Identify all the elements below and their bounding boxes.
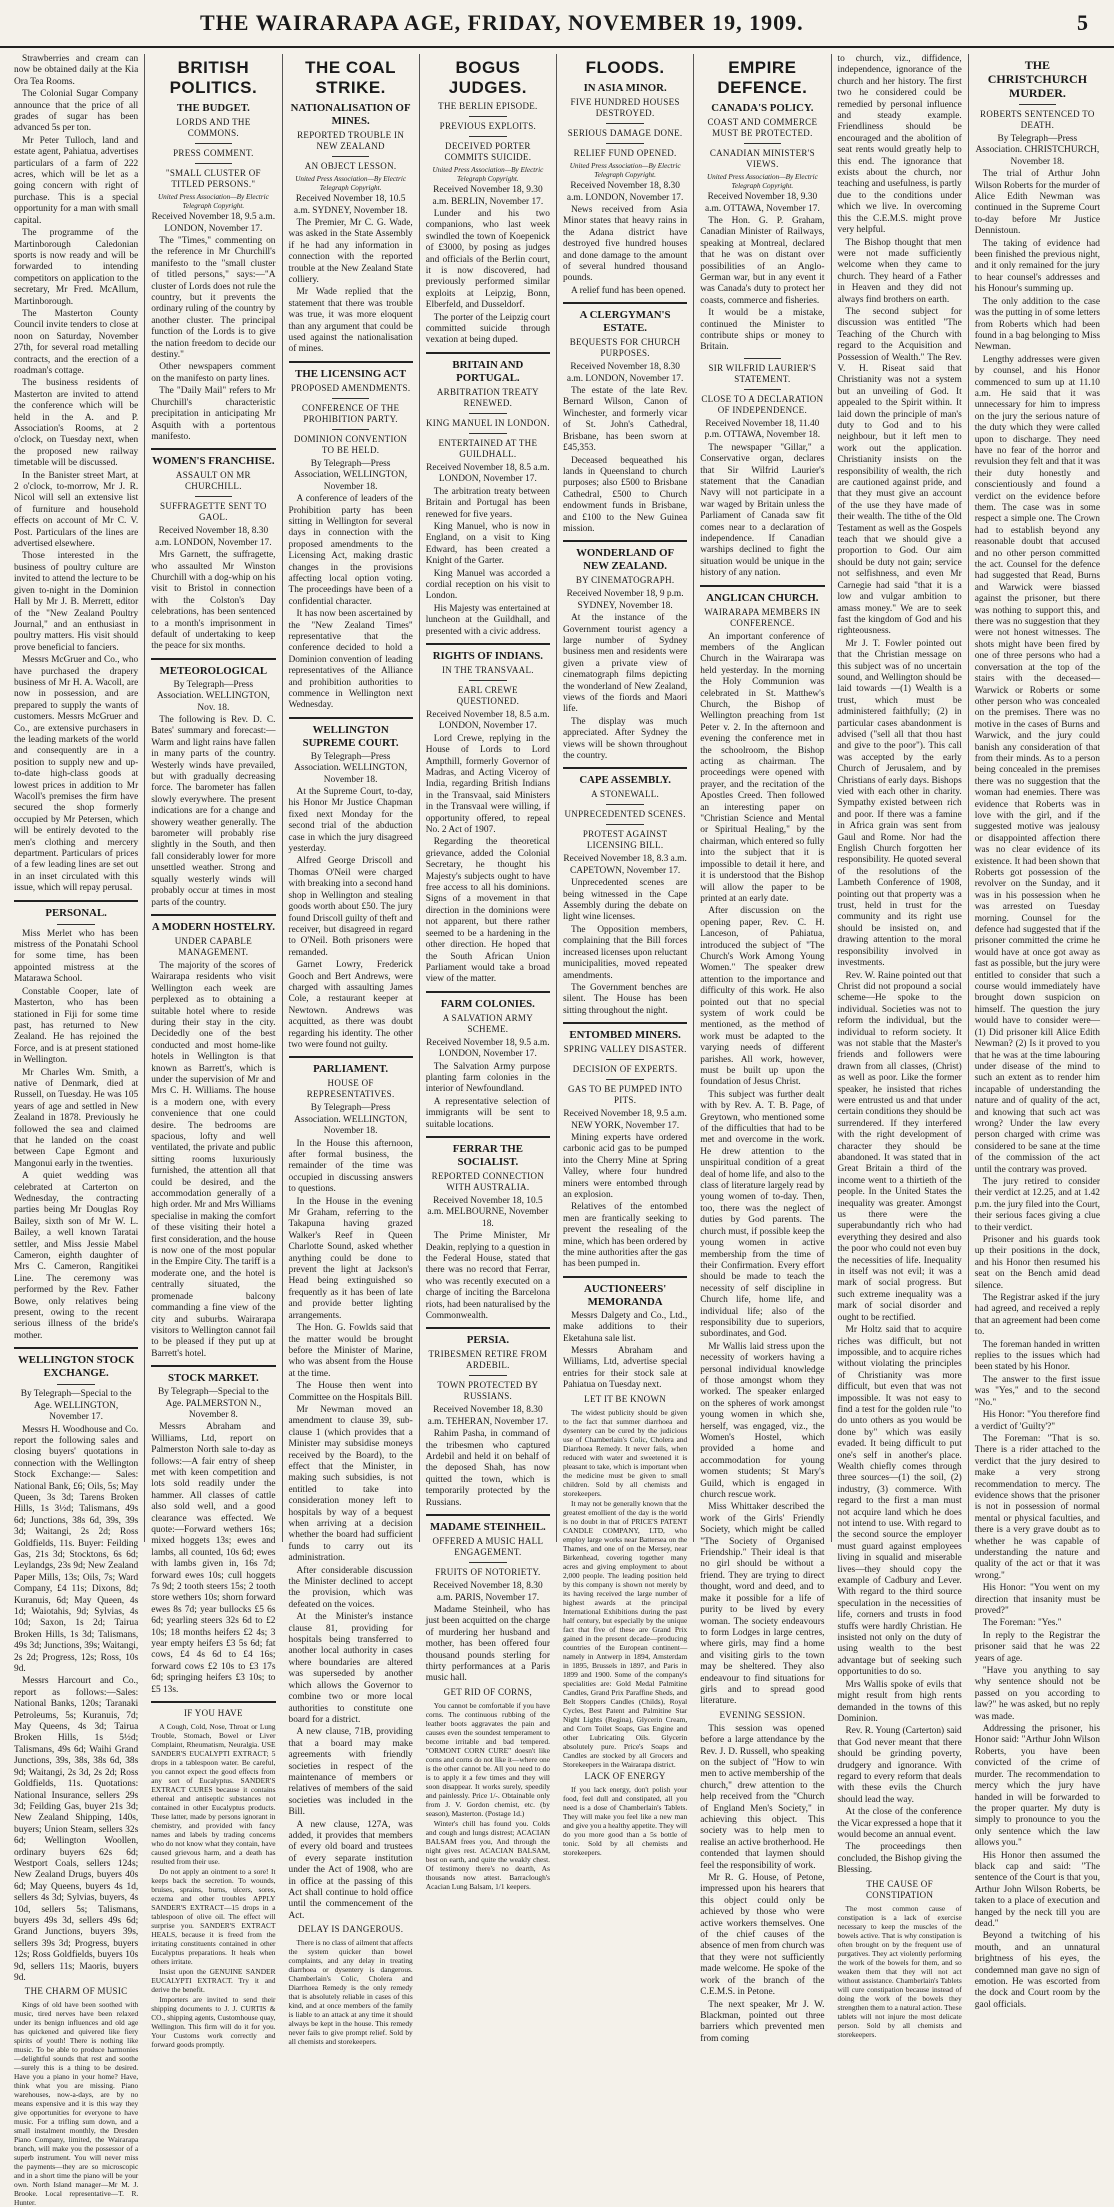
subhead: IN ASIA MINOR. [583, 82, 667, 94]
divider [606, 1079, 643, 1080]
subhead: FIVE HUNDRED HOUSES DESTROYED. [570, 97, 680, 118]
headline-stock-exchange: WELLINGTON STOCK EXCHANGE. [17, 1354, 135, 1380]
advertisement: Insist upon the GENUINE SANDER EUCALYPTI EXTRACT. Try it and derive the benefit. [151, 1967, 276, 1995]
divider [469, 1562, 506, 1563]
subhead: CONFERENCE OF THE PROHIBITION PARTY. [301, 402, 400, 424]
paragraph: Mining experts have ordered carbonic acid gas to be pumped into the Cherry Mine at Spring Valley, where four hundred miners were entombed through an explosion. [563, 1132, 688, 1200]
advertisement: Kings of old have been soothed with music, tired nerves have been relaxed under its benign influences and old age has quickened and quivered like fiery spirits of youth! There is nothing like music. To be able to produce harmonies—delightful sounds that rest and soothe—surely this is a thing to be desired. Have you a piano in your home? Have, think what you are missing. Piano warehouses, now-a-days, are by no means expensive and it is this way they give opportunities for everyone to have music. For a trifling sum down, and a small instalment monthly, the Dresden Piano Company, limited, the Wairarapa branch, will make you the possessor of a superb instrument. You will never miss the payments—they are so microscopic and in a short time the piano will be your own. North Island manager—Mr M. J. Brooke. Local representative—T. R. Hunter. [14, 2000, 139, 2207]
divider [469, 413, 506, 414]
paragraph: Messrs Abraham and Williams, Ltd, report on Palmerston North sale to-day as follows:—A fair entry of sheep met with keen competition and lots sold readily under the hammer. All classes of cattle also sold well, and a good clearance was effected. We quote:—Forward wethers 16s; mixed hoggets 13s; ewes and lambs, all counted, 10s 6d; ewes with lambs given in, 16s 7d; forward ewes 10s; cull hoggets 7s 9d; 2 tooth steers 15s; 2 tooth store wethers 10s; shorn forward ewes 8s 7d; year bullocks £5 6s 6d; yearling steers 32s 6d to £2 10s; 18 months heifers £2 4s; 3 year empty heifers £3 5s 6d; fat cows, £4 4s 6d to £4 16s; forward cows £2 10s to £3 17s 6d; springing heifers £3 10s; to £5 13s. [151, 1422, 276, 1695]
paragraph: The second subject for discussion was entitled "The Teaching of the Church with regard to the Acquisition and Possession of Wealth." The Rev. V. H. Riseat said that Christianity was not a system but an unveiling of God. It appealed to the Spirit within. It laid down the principle of man's duty to God and to his neighbour, but it left men to work out the application. Christianity insists on the responsibility of wealth, the rich are cautioned against pride, and that they must give an account of the use they have made of their wealth. The tithe of the Old Testament as well as the Gospels teach that we should give a proportion to God. Our aim should be duty not gain; service not selfishness, and even Mr Carnegie had said "that it is a low and vulgar ambition to amass money." We are to seek fast the kingdom of God and his righteousness. [837, 306, 962, 637]
subhead: PROTEST AGAINST LICENSING BILL. [582, 829, 668, 851]
paragraph: The Government benches are silent. The House has been sitting throughout the night. [563, 982, 688, 1016]
headline-christchurch-murder: THE CHRISTCHURCH MURDER. [987, 58, 1088, 100]
paragraph: The following is Rev. D. C. Bates' summary and forecast:—Warm and light rains have fallen in many parts of the country. Westerly winds have prevailed, but with gradually decreasing force. The barometer has fallen slowly everywhere. The present indications are for a change and showery weather generally. The barometer will probably rise slightly in the South, and then fall considerably lower for more unsettled weather. Strong and squally westerly winds will probably occur at times in most parts of the country. [151, 715, 276, 908]
paragraph: After considerable discussion the Minister declined to accept the provision, which was defeated on the voices. [288, 1565, 413, 1610]
divider [469, 1375, 506, 1376]
subhead: UNPRECEDENTED SCENES. [564, 809, 686, 820]
subhead: CLOSE TO A DECLARATION OF INDEPENDENCE. [701, 393, 824, 415]
headline-cape-assembly: CAPE ASSEMBLY. [579, 774, 671, 787]
paragraph: The Registrar asked if the jury had agreed, and received a reply that an agreement had been come to. [974, 1293, 1100, 1338]
paragraph: His Majesty was entertained at luncheon at the Guildhall, and presented with a civic address. [425, 603, 550, 637]
dateline: By Telegraph—Special to the Age. PALMERSTON N., November 8. [157, 1387, 269, 1420]
dateline: By Telegraph—Press Association. CHRISTCHURCH, November 18. [975, 134, 1100, 167]
advertisement: If you lack energy, don't polish your food, feel dull and constipated, all you need is a dose of Chamberlain's Tablets. They will make you feel like a new man and give you a healthy appetite. They will do you more good than a 5s bottle of tonic. Sold by all chemists and storekeepers. [563, 1784, 688, 1857]
subhead: PRESS COMMENT. [173, 148, 254, 158]
subhead: HOUSE OF REPRESENTATIVES. [306, 1078, 395, 1100]
paragraph: Mr R. G. House, of Petone, impressed upon his hearers that this object could only be achieved by those who were active workers themselves. One of the chief causes of the absence of men from church was that they were not sufficiently made welcome. He spoke of the work of the branch of the C.E.M.S. in Petone. [700, 1873, 825, 1998]
paragraph: The Hon. G. P. Graham, Canadian Minister of Railways, speaking at Montreal, declared that he was on distant over possibilities of an Anglo-German war, but in any event it was Canada's duty to protect her coasts, commerce and fisheries. [700, 216, 825, 306]
paragraph: The Hon. G. Fowlds said that the matter would be brought before the Minister of Marine, who was absent from the House at the time. [288, 1323, 413, 1379]
headline-licensing-act: THE LICENSING ACT [295, 367, 407, 380]
headline-british-politics: BRITISH POLITICS. [169, 58, 258, 97]
subhead: SIR WILFRID LAURIER'S STATEMENT. [708, 362, 817, 384]
page-number: 5 [1077, 10, 1088, 35]
subhead: OFFERED A MUSIC HALL ENGAGEMENT. [432, 1536, 544, 1558]
dateline: By Telegraph—Press Association. WELLINGTON, Nov. 18. [156, 679, 270, 713]
dateline: Received November 18, 10.5 a.m. MELBOURNE, November 18. [427, 1195, 549, 1229]
divider [606, 123, 643, 124]
advertisement: There is no class of ailment that affects the system quicker than bowel complaints, and any delay in treating diarrhoea or dysentery is dangerous. Chamberlain's Colic, Cholera and Diarrhoea Remedy is the only remedy that is absolutely reliable in cases of this kind, and at once members of the family is liable to an attack at any time it should always be kept in the house. This remedy never fails to give prompt relief. Sold by all chemists and storekeepers. [288, 1938, 413, 2047]
dateline: Received November 18, 10.5 a.m. SYDNEY, November 18. [293, 194, 408, 216]
article-columns [8, 54, 1106, 2207]
paragraph: Messrs Harcourt and Co., report as follows:—Sales: National Banks, 120s; Taranaki Petroleums, 5s; Kuranuis, 7d; May Queens, 4s 3d; Tairua Broken Hills, 1s 5½d; Talismans, 49s 6d; Waihi Grand Junctions, 39s, 38s, 38s 6d, 38s 9d; Waitangi, 2s 3d, 2s 2d; Ross Goldfields, 11s. Quotations: National Insurance, sellers 29s 3d; Feilding Gas, buyer 21s 3d; New Zealand Shipping, 140s, buyers; Union Steam, sellers 32s 6d; Wellington Woollen, ordinary buyers 62s 6d; Westport Coals, sellers 124s; New Zealand Drugs, buyers 40s 6d; May Queens, buyers 4s 1d, sellers 4s 3d; Sylvias, buyers, 4s 10d, sellers 5s; Talismans, buyers 49s 3d, sellers 49s 6d; Grand Junctions, buyers 39s, sellers 39s 3d; Progress, buyers 12s; Ross Goldfields, buyers 10s 9d, sellers 11s; Maoris, buyers 9d. [14, 1676, 139, 1983]
divider [426, 991, 550, 993]
divider [563, 767, 687, 769]
paragraph: Mr Charles Wm. Smith, a native of Denmark, died at Russell, on Tuesday. He was 105 years of age and settled in New Zealand in 1878. Previously he followed the sea and claimed that he landed on the coast between Cape Egmont and Mangonui early in the twenties. [14, 1067, 139, 1169]
paragraph: This session was opened before a large attendance by the Rev. J. D. Russell, who speaking on the subject of "How to win men to active membership of the church," drew attention to the help received from the "Church of England Men's Society," in achieving this object. This society was to help men to realise an active brotherhood. He contended that laymen should feel the responsibility of work. [700, 1723, 825, 1871]
paragraph: King Manuel was accorded a cordial reception on his visit to London. [425, 568, 550, 602]
paragraph: The answer to the first issue was "Yes," and to the second "No." [974, 1374, 1100, 1408]
paragraph: Miss Whittaker described the work of the Girls' Friendly Society, which might be called "The Society of Organised Friendship." Their ideal is that no girl should be without a friend. They are trying to direct thought, word and deed, and to make it possible for a life of purity to be lived by every woman. The society endeavours to form Lodges in large centres, where girls, may find a home and visiting girls to the town may be sheltered. They also endeavour to find situations for girls and to spread good literature. [700, 1502, 825, 1707]
dateline: Received November 18, 8.30 a.m. TEHERAN, November 17. [427, 1405, 549, 1427]
subhead: PREVIOUS EXPLOITS. [439, 121, 537, 131]
paragraph: Mrs Wallis spoke of evils that might result from high rents demanded in the towns of this Dominion. [837, 1679, 962, 1724]
dateline: Received November 18, 9 p.m. SYDNEY, November 18. [566, 589, 684, 611]
divider [14, 900, 138, 902]
paragraph: Messrs H. Woodhouse and Co. report the following sales and closing buyers' quotations in connection with the Wellington Stock Exchange:— Sales: National Bank, £6; Oils, 5s; May Queen, 3s 3d; Tarens Broken Hills, 1s 3½d; Talismans, 49s 6d; Junctions, 38s 6d, 39s, 39s 3d; Waitangi, 2s 2d; Ross Goldfields, 11s. Buyer: Feilding Gas, 21s 3d; Stocktons, 6s 6d; Leylandgs, 23s 9d; New Zealand Paper Mills, 13s; Oils, 7s; Ward Company, £4 11s; Dixons, 8d; Kuranuis, 6d; May Queen, 4s 1d; Waiotahis, 9d; Sylvias, 4s 10d; Saxon, 1s 2d; Tairua Broken Hills, 1s 3d; Talismans, 49s 3d; Junctions, 39s; Waitangi, 2s 2d; Progress, 12s; Ross, 10s 9d. [14, 1424, 139, 1675]
headline-personal: PERSONAL. [45, 906, 107, 919]
divider [151, 658, 275, 660]
paragraph: Mr Peter Tulloch, land and estate agent, Pahiatua, advertises particulars of a farm of 222 acres, which will be let as a going concern with right of purchase. This is a special opportunity for a man with small capital. [14, 135, 139, 226]
paragraph: "Have you anything to say why sentence should not be passed on you according to law?" he was asked, but no reply was made. [974, 1666, 1100, 1722]
subhead: THE BERLIN EPISODE. [438, 101, 538, 111]
divider [289, 1056, 413, 1058]
paragraph: The proceedings then concluded, the Bishop giving the Blessing. [837, 1842, 962, 1876]
newspaper-title: THE WAIRARAPA AGE, FRIDAY, NOVEMBER 19, 1909. [200, 10, 804, 35]
subhead: FRUITS OF NOTORIETY. [435, 1567, 541, 1578]
paragraph: The Prime Minister, Mr Deakin, replying to a question in the Federal House, stated that there was no record that Ferrar, who was recently executed on a charge of inciting the Barcelona riots, had been naturalised by the Commonwealth. [425, 1231, 550, 1322]
divider [700, 585, 824, 587]
dateline: Received November 18, 9.5 a.m. LONDON, November 17. [426, 1037, 550, 1060]
column-5 [557, 54, 694, 1857]
divider [426, 643, 550, 645]
divider [744, 143, 781, 144]
paragraph: Lengthy addresses were given by counsel, and his Honor commenced to sum up at 11.10 a.m. He said that it was unnecessary for him to impress on the jury the serious nature of the duty which they were called upon to discharge. They need have no fear of the horror and revulsion they felt and that it was their duty honestly and conscientiously and found a verdict on the evidence before them. The case was in some respect a simple one. The Crown had to establish beyond any reasonable doubt that accused and no other person committed the act. Counsel for the defence had suggested that Read, Burns and Warwick were biassed against the prisoner, but there was nothing to support this, and there was no suggestion that they were not honest witnesses. The shots might have been fired by one of three persons who had a conversation at the top of the stairs with the deceased—Warwick or Roberts or some other person who was concealed on the premises. There was no motive in the cases of Burns and Warwick, and the jury could banish any consideration of that from their minds. As to a person being concealed in the premises there was no suggestion that the woman had enemies. There was evidence that Roberts was in love with the girl, and if the suggested motive was jealousy or disappointed affection there was no clear evidence of its existence. It had been shown that Roberts got possession of the revolver on the Sunday, and it was in his possession when he was arrested on Tuesday morning. Counsel for the defence had suggested that if the prisoner committed the crime he would have at once got away as fast as possible, but the jury were entitled to consider that such a course would immediately have brought down suspicion on himself. The question the jury would have to consider were— (1) Did prisoner kill Alice Edith Newman? (2) Is it proved to you that he was at the time labouring under disease of the mind to such an extent as to render him incapable of understanding the nature and of quality of the act, and knowing that such act was wrong? Under the law every person charged with crime was considered to be sane at the time of the commission of the act until the contrary was proved. [974, 354, 1100, 1175]
paragraph: A representative selection of immigrants will be sent to suitable locations. [425, 1096, 550, 1130]
paragraph: The Premier, Mr C. G. Wade, was asked in the State Assembly if he had any information in connection with the reported trouble at the New Zealand State colliery. [288, 218, 413, 286]
headline-auctioneers: AUCTIONEERS' MEMORANDA [584, 1282, 667, 1308]
headline-modern-hostelry: A MODERN HOSTELRY. [151, 920, 275, 933]
paragraph: A new clause, 71B, providing that a board may make agreements with friendly societies in respect of the maintenance of members or relatives of members of the said societies was included in the Bill. [288, 1727, 413, 1818]
paragraph: A conference of leaders of the Prohibition party has been sitting in Wellington for several days in connection with the proposed amendments to the Licensing Act, making drastic changes in the provisions affecting local option voting. The proceedings have been of a confidential character. [288, 494, 413, 607]
paragraph: The Salvation Army purpose planting farm colonies in the interior of Newfoundland. [425, 1061, 550, 1095]
paragraph: Mr Wade replied that the statement that there was trouble was true, it was more eloquent than any argument that could be used against the nationalisation of mines. [288, 287, 413, 355]
paragraph: Miss Merlet who has been mistress of the Ponatahi School for some time, has been appointed mistress at the Matarawa School. [14, 928, 139, 985]
paragraph: At the close of the conference the Vicar expressed a hope that it would become an annual event. [837, 1807, 962, 1840]
advertisement: Importers are invited to send their shipping documents to J. J. CURTIS & CO., shipping agents, Customhouse quay, Wellington. This firm will do it for you. Your Customs work correctly and forward goods promptly. [151, 1995, 276, 2050]
dateline: Received November 18, 8.30 a.m. LONDON, November 17. [566, 362, 684, 384]
paragraph: The display was much appreciated. After Sydney the views will be shown throughout the country. [563, 716, 688, 762]
paragraph: At the Supreme Court, to-day, his Honor Mr Justice Chapman fixed next Monday for the second trial of the abduction case in which the jury disagreed yesterday. [288, 787, 413, 855]
subhead: TOWN PROTECTED BY RUSSIANS. [437, 1380, 539, 1402]
divider [14, 1347, 138, 1349]
divider [151, 1701, 275, 1703]
subhead: IN THE TRANSVAAL. [441, 664, 534, 675]
dateline: Received November 18, 11.40 p.m. OTTAWA, November 18. [704, 418, 821, 441]
column-2 [145, 54, 282, 2050]
divider [57, 924, 94, 925]
paragraph: Mrs Garnett, the suffragette, who assaulted Mr Winston Churchill with a dog-whip on his visit to Bristol in connection with the Colston's Day celebrations, has been sentenced to a month's imprisonment in default of undertaking to keep the peace for six months. [151, 550, 276, 652]
subhead: ASSAULT ON MR CHURCHILL. [175, 470, 251, 492]
paragraph: Garnet Lowry, Frederick Gooch and Bert Andrews, were charged with assaulting James Cole, a restaurant keeper at Newtown. Andrews was acquitted, as there was doubt regarding his identity. The other two were found not guilty. [288, 960, 413, 1050]
subhead: REPORTED TROUBLE IN NEW ZEALAND [297, 130, 405, 151]
subhead-evening-session: EVENING SESSION. [719, 1709, 806, 1720]
headline-constipation: THE CAUSE OF CONSTIPATION [865, 1878, 934, 1900]
paragraph: In the House this afternoon, after formal business, the remainder of the time was occupied in discussing answers to questions. [288, 1138, 413, 1195]
divider [744, 389, 781, 390]
divider [606, 824, 643, 825]
dateline: Received November 18, 8.3 a.m. CAPETOWN, November 17. [563, 854, 687, 876]
divider [606, 143, 643, 144]
headline-britain-portugal: BRITAIN AND PORTUGAL. [452, 358, 524, 384]
dateline: Received November 18, 8.30 a.m. LONDON, November 17. [566, 181, 684, 203]
paragraph: The Colonial Sugar Company announce that the price of all grades of sugar has been advanced 5s per ton. [14, 89, 139, 134]
paragraph: His Honor: "You therefore find a verdict of 'Guilty'?" [974, 1410, 1100, 1432]
paragraph: The estate of the late Rev. Bernard Wilson, Canon of Winchester, and formerly vicar of St. John's Cathedral, Brisbane, has been sworn at £45,353. [563, 386, 688, 454]
dateline: Received November 18, 9.5 a.m. NEW YORK, November 17. [563, 1109, 687, 1131]
subhead: UNDER CAPABLE MANAGEMENT. [174, 935, 253, 957]
paragraph: Strawberries and cream can now be obtained daily at the Kia Ora Tea Rooms. [14, 54, 139, 87]
subhead: A SALVATION ARMY SCHEME. [442, 1012, 534, 1034]
dateline: By Telegraph—Press Association, WELLINGTON, November 18. [294, 458, 408, 492]
paragraph: The Opposition members, complaining that the Bill forces increased licenses upon reluctant municipalities, moved repeated amendments. [563, 924, 688, 981]
subhead: NATIONALISATION OF MINES. [290, 102, 411, 127]
divider [606, 1059, 643, 1060]
divider [744, 358, 781, 359]
paragraph: The Foreman: "That is so. There is a rider attached to the verdict that the jury desired to make a very strong recommendation to mercy. The evidence shows that the prisoner is not in possession of normal mental or physical faculties, and there is a very grave doubt as to whether he was capable of understanding the nature and quality of the act or that it was wrong." [974, 1433, 1100, 1581]
divider [151, 1365, 275, 1367]
subhead: SPRING VALLEY DISASTER. [563, 1044, 687, 1055]
subhead: DOMINION CONVENTION TO BE HELD. [293, 433, 408, 455]
headline-womens-franchise: WOMEN'S FRANCHISE. [152, 455, 275, 468]
advertisement: You cannot be comfortable if you have corns. The continuous rubbing of the leather boots aggravates the pain and causes even the soundest temperament to become irritable and bad tempered. "ORMONT CORN CURE" doesn't like corns and corns do not like it—where one is the other cannot be. All you need to do is to apply it a few times and they will soon disappear. It works surely, speedily and painlessly. Price 1/-. Obtainable only from J. V. Gordon chemist, etc. (by season), Masterton. (Postage 1d.) [425, 1700, 550, 1818]
headline-coal-strike: THE COAL STRIKE. [305, 58, 397, 97]
dateline: Received November 18, 8.5 a.m. LONDON, November 17. [426, 709, 550, 732]
subhead-budget: THE BUDGET. [176, 102, 250, 114]
dateline: By Telegraph—Special to the Age. WELLINGTON, November 17. [20, 1389, 132, 1423]
divider [195, 163, 232, 164]
paragraph: In reply to the Registrar the prisoner said that he was 22 years of age. [974, 1630, 1100, 1664]
paragraph: The Masterton County Council invite tenders to close at noon on Saturday, November 27th, for several road metalling contracts, and the erection of a roadman's cottage. [14, 308, 139, 376]
headline-madame-steinheil: MADAME STEINHEIL. [429, 1521, 546, 1534]
paragraph: News received from Asia Minor states that heavy rains in the Adana district have destroyed five hundred houses and done damage to the amount of several hundred thousand pounds. [563, 205, 688, 284]
wire-credit: United Press Association—By Electric Telegraph Copyright. [569, 162, 681, 179]
paragraph: Mr Wallis laid stress upon the necessity of workers having a personal individual knowledge of those amongst whom they worked. The speaker enlarged on the spheres of work amongst young women in which she, herself, was engaged, viz., the Women's Hostel, which provided a home and accommodation for young women students; St Mary's Guild, which is engaged in church rescue work. [700, 1341, 825, 1501]
paragraph: Beyond a twitching of his mouth, and an unnatural brightness of his eyes, the condemned man gave no sign of emotion. He was escorted from the dock and Court room by the gaol officials. [974, 1931, 1100, 2010]
paragraph: Mr Newman moved an amendment to clause 39, sub-clause 1 (which provides that a Minister may subsidise moneys received by the Board), to the effect that the Minister, in making such subsidies, is not entitled to take into consideration money left to hospitals by way of a bequest when arriving at a decision whether the board had sufficient funds to carry out its administration. [288, 1404, 413, 1564]
paragraph: This subject was further dealt with by Rev. A. T. B. Page, of Greytown, who mentioned some of the difficulties that had to be met and overcome in the work. He drew attention to the unspiritual condition of a great deal of home life, and also to the class of literature largely read by young women of to-day. Then, too, there was the neglect of duties by God parents. The church must, if possible keep the young women in active membership from the time of their Confirmation. Every effort should be made to teach the necessity of self discipline in Church life, home life, and individual life; also of the responsibility due to superiors, subordinates, and God. [700, 1089, 825, 1340]
advertisement: The widest publicity should be given to the fact that summer diarrhoea and dysentery can be cured by the judicious use of Chamberlain's Colic, Cholera and Diarrhoea Remedy. It never fails, when reduced with water and sweetened it is pleasant to take, which is important when the medicine must be given to small children. Sold by all chemists and storekeepers. [563, 1407, 688, 1498]
paragraph: In the House in the evening Mr Graham, referring to the Takapuna having grazed Walker's Reef in Queen Charlotte Sound, asked whether anything could be done to prevent the light at Jackson's Head being extinguished so frequently as it has been of late and provide better lighting arrangements. [288, 1196, 413, 1321]
subhead: DECEIVED PORTER COMMITS SUICIDE. [444, 141, 532, 162]
divider [563, 1276, 687, 1278]
wire-credit: United Press Association—By Electric Telegraph Copyright. [295, 175, 407, 192]
advertisement: It may not be generally known that the greatest emollient of the day is the world is no doubt in that of PRICE'S PATENT CANDLE COMPANY, LTD, who employ large works near Battersea on the Thames, and one of on the Mersey, near Birkenhead, covering together many acres and giving employment to about 2,000 people. The leading position held by this company is shown not merely by its having received the large number of highest awards at the principal International Exhibitions during the past half century, but especially by the unique fact that five of these are Grand Prix gained in the present decade—producing countries of the European continent—namely in Antwerp in 1894, Amsterdam in 1895, Brussels in 1897, and Paris in 1899 and 1900. Some of the company's specialities are: Gold Medal Palmitine Candles, Grand Prix Paraffine Sheds, and Belt Stoppers Candles (Childs), Royal Cycles, Best Patent and Palmitine Star Night Lights (Regina), Glycerin Cream, and Corn Toilet Soaps, Gas Engine and other Lubricating Oils. Glycerin absolutely pure. Price's Soaps and Candles are stocked by all Grocers and Storekeepers in the Wairarapa district. [563, 1498, 688, 1769]
subhead: CANADIAN MINISTER'S VIEWS. [709, 148, 815, 169]
subhead: PROPOSED AMENDMENTS. [290, 382, 411, 393]
divider [57, 1384, 94, 1385]
column-4 [420, 54, 557, 1891]
paragraph: The majority of the scores of Wairarapa residents who visit Wellington each week are perplexed as to obtaining a suitable hotel where to reside during their stay in the city. Decidedly one of the best conducted and most home-like hotels in Wellington is that known as Barrett's, which is under the supervision of Mr and Mrs C. H. Williams. The house is a modern one, with every convenience that one could desire. The bedrooms are spacious, lofty and well ventilated, the private and public sitting rooms luxuriously furnished, the attention all that could be desired, and the accommodation generally of a high order. Mr and Mrs Williams specialise in making the comfort of these visiting their hotel a first consideration, and the house is now one of the most popular in the Empire City. The tariff is a moderate one, and the hotel is centrally situated, the promenade balcony commanding a fine view of the city and suburbs. Wairarapa visitors to Wellington cannot fail to be pleased if they put up at Barrett's hotel. [151, 960, 276, 1359]
subhead: KING MANUEL IN LONDON. [426, 417, 550, 428]
headline-parliament: PARLIAMENT. [313, 1063, 389, 1076]
paragraph: The business residents of Masterton are invited to attend the conference which will be held in the A. and P. Association's Rooms, at 2 o'clock, on Tuesday next, when the proposed new railway timetable will be discussed. [14, 378, 139, 469]
paragraph: After discussion on the opening paper, Rev. C. H. Lanceson, of Pahiatua, introduced the subject of "The Church's Work Among Young Women." The speaker drew attention to the importance and difficulty of this work. He also pointed out that no special system of work could be mentioned, as the method of work must be adapted to the varying needs of different parishes. All work, however, must be built up upon the foundation of Jesus Christ. [700, 906, 825, 1088]
column-6 [694, 54, 831, 2044]
subhead: EARL CREWE QUESTIONED. [456, 684, 520, 706]
paragraph: A new clause, 127A, was added, it provides that members of every old board and trustees of every separate institution under the Act of 1908, who are in office at the passing of this Act shall continue to hold office until the commencement of the Act. [288, 1819, 413, 1921]
paragraph: Madame Steinheil, who has just been acquitted on the charge of murdering her husband and mother, has been offered four thousand pounds sterling for thirty performances at a Paris music hall. [425, 1604, 550, 1684]
paragraph: His Honor: "You went on my direction that insanity must be proved?" [974, 1583, 1100, 1616]
paragraph: The programme of the Martinborough Caledonian sports is now ready and will be forwarded to intending competitors on application to the secretary, Mr Fred. McAllum, Martinborough. [14, 228, 139, 307]
headline-delay-dangerous: DELAY IS DANGEROUS. [297, 1924, 404, 1935]
subhead: SERIOUS DAMAGE DONE. [567, 128, 683, 138]
paragraph: Messrs Dalgety and Co., Ltd., make additions to their Eketahuna sale list. [563, 1310, 688, 1344]
dateline: Received November 18, 9.30 a.m. OTTAWA, November 17. [704, 192, 820, 214]
paragraph: Alfred George Driscoll and Thomas O'Neil were charged with breaking into a second hand shop in Wellington and stealing goods worth about £50. The jury found Driscoll guilty of theft and receiver, but disagreed in regard to O'Neil. Both prisoners were remanded. [288, 856, 413, 958]
paragraph: Lord Crewe, replying in the House of Lords to Lord Ampthill, formerly Governor of Madras, and Acting Viceroy of India, regarding British Indians in the Transvaal, said Ministers in the Transvaal were willing, if opportunity offered, to repeal No. 2 Act of 1907. [425, 733, 550, 836]
headline-clergymans-estate: A CLERGYMAN'S ESTATE. [579, 309, 671, 335]
headline-corns: GET RID OF CORNS, [443, 1686, 533, 1697]
subhead: BY CINEMATOGRAPH. [575, 575, 675, 586]
subhead: WAIRARAPA MEMBERS IN CONFERENCE. [704, 606, 821, 628]
paragraph: The Foreman: "Yes." [982, 1618, 1062, 1629]
divider [426, 1136, 550, 1138]
paragraph: Constable Cooper, late of Masterton, who has been stationed in Fiji for some time past, has returned to New Zealand. He has rejoined the Force, and is at present stationed in Wellington. [14, 986, 139, 1066]
headline-floods: FLOODS. [585, 58, 665, 77]
divider [289, 361, 413, 363]
headline-stock-market: STOCK MARKET. [167, 1372, 259, 1385]
paragraph: It has now been ascertained by the "New Zealand Times" representative that the conference decided to hold a Dominion convention of leading representatives of the Alliance and prohibition authorities to commence in Wellington next Wednesday. [288, 609, 413, 711]
paragraph: The porter of the Leipzig court committed suicide through vexation at being duped. [425, 312, 550, 346]
paragraph: In the Banister street Mart, at 2 o'clock, to-morrow, Mr J. R. Nicol will sell an extensive list of furniture and household effects on account of Mr C. V. Post. Particulars of the lines are advertised elsewhere. [14, 470, 139, 550]
divider [332, 398, 369, 399]
subhead: "SMALL CLUSTER OF TITLED PERSONS." [165, 168, 261, 189]
column-3 [283, 54, 420, 2047]
dateline: Received November 18, 8.30 a.m. PARIS, November 17. [433, 1581, 543, 1603]
wire-credit: United Press Association—By Electric Telegraph Copyright. [157, 193, 269, 210]
divider [426, 1327, 550, 1329]
headline-rights-of-indians: RIGHTS OF INDIANS. [432, 649, 544, 662]
paragraph: Lunder and his two companions, who last week swindled the town of Koepenick of £3000, by posing as judges and officials of the Berlin court, it is now discovered, had previously performed similar exploits at Leipzig, Bonn, Elberfeld, and Dusseldorf. [425, 209, 550, 311]
paragraph: His Honor then assumed the black cap and said: "The sentence of the Court is that you, Arthur John Wilson Roberts, be taken to a place of execution and hanged by the neck till you are dead." [974, 1850, 1100, 1929]
dateline: Received November 18, 8.30 a.m. LONDON, November 17. [155, 526, 272, 548]
paragraph: A relief fund has been opened. [571, 285, 686, 296]
subhead: SUFFRAGETTE SENT TO GAOL. [160, 501, 267, 523]
paragraph: Mr J. T. Fowler pointed out that the Christian message on this subject was of no uncertain sound, and Wellington should be laid towards —(1) Wealth is a trust, which must be administered faithfully; (2) in particular cases abandonment is advised ("sell all that thou hast and give to the poor"). This call was accepted by the early Church of Jerusalem, and by Christians of early days. Bishops vied with each other in charity. Sympathy existed between rich and poor. If there was a famine in Africa grain was sent from Gaul and Rome. Nor had the English Church forgotten her responsibility. He quoted several of the resolutions of the Lambeth Conference of 1908, pointing out that property was a trust, held in trust for the community and its right use should be insisted on, and drawing attention to the moral responsibility involved in investments. [837, 638, 962, 969]
headline-wonderland: WONDERLAND OF NEW ZEALAND. [576, 547, 675, 573]
headline-bogus-judges: BOGUS JUDGES. [448, 58, 527, 97]
column-7 [832, 54, 969, 2039]
divider [563, 302, 687, 304]
masthead [0, 0, 1114, 48]
paragraph: An important conference of members of the Anglican Church in the Wairarapa was held yesterday. In the morning the Holy Communion was celebrated in St. Matthew's Church, the Bishop of Wellington preaching from 1st Peter v. 2. In the afternoon and evening the conference met in the schoolroom, the Bishop acting as chairman. The proceedings were opened with prayer, and the recitation of the Apostles Creed. Then followed an interesting paper on "Christian Science and Mental or Spiritual Healing," by the chairman, which entered so fully into the subject that it is impossible to detail it here, and it is understood that the Bishop will allow the paper to be printed at an early date. [700, 631, 825, 904]
dateline: By Telegraph—Press Association. WELLINGTON, November 18. [294, 751, 408, 785]
divider [469, 680, 506, 681]
headline-persia: PERSIA. [466, 1334, 510, 1347]
dateline: Received November 18, 9.30 a.m. BERLIN, November 17. [432, 185, 544, 207]
divider [1019, 104, 1057, 105]
subhead: ARBITRATION TREATY RENEWED. [436, 386, 539, 408]
paragraph: The "Times," commenting on the reference in Mr Churchill's manifesto to the "small cluster of titled persons," says:—"A cluster of Lords does not rule the country, but it prevents the ordinary ruling of the country by another cluster. The principal function of the Lords is to give the nation freedom to decide our destiny." [151, 236, 276, 361]
column-8 [969, 54, 1106, 2010]
headline-meteorological: METEOROLOGICAL [159, 664, 268, 677]
subhead: A STONEWALL. [591, 789, 660, 800]
headline-entombed-miners: ENTOMBED MINERS. [569, 1029, 681, 1042]
subhead: TRIBESMEN RETIRE FROM ARDEBIL. [428, 1349, 548, 1371]
divider [426, 1514, 550, 1516]
dateline: Received November 18, 8.5 a.m. LONDON, November 17. [426, 462, 550, 485]
dateline: Received November 18, 9.5 a.m. LONDON, November 17. [151, 212, 276, 234]
paragraph: The only addition to the case was the putting in of some letters from Roberts which had been found in a bag belonging to Miss Newman. [974, 296, 1100, 353]
paragraph: The newspaper "Gillar," a Conservative organ, declares that Sir Wilfrid Laurier's statement that the Canadian Navy will not participate in a war waged by Britain unless the Parliament of Canada saw fit comes near to a declaration of independence. If Canadian warships declined to fight the situation would be unique in the history of any nation. [700, 442, 825, 579]
headline-farm-colonies: FARM COLONIES. [440, 997, 535, 1010]
paragraph: It would be a mistake, continued the Minister to contribute ships or money to Britain. [700, 308, 825, 353]
divider [332, 156, 369, 157]
headline-ferrar: FERRAR THE SOCIALIST. [452, 1142, 524, 1168]
advertisement: Winter's chill has found you. Colds and cough and lungs distrest; ACACIAN BALSAM frees you, And through the night gives rest. ACACIAN BALSAM, best on earth, and quite the weakly chest. Of testimony there's no dearth, As thousands now attest. Barraclough's Acacian Lung Balsam, 1/1 keepers. [425, 1818, 550, 1891]
paragraph: King Manuel, who is now in England, on a visit to King Edward, has been created a Knight of the Garter. [425, 521, 550, 567]
divider [469, 433, 506, 434]
paragraph: Addressing the prisoner, his Honor said: "Arthur John Wilson Roberts, you have been convicted of the crime of murder. The recommendation to mercy which the jury have handed in will be forwarded to the proper quarter. My duty is simply to pronounce to you the only sentence which the law allows you." [974, 1724, 1100, 1849]
subhead: CANADA'S POLICY. [711, 102, 814, 114]
headline-empire-defence: EMPIRE DEFENCE. [717, 58, 808, 97]
divider [151, 448, 275, 450]
paragraph: The "Daily Mail" refers to Mr Churchill's characteristic precipitation in anticipating Mr Asquith with a portentous manifesto. [151, 386, 276, 442]
divider [289, 717, 413, 719]
paragraph: The House then went into Committee on the Hospitals Bill. [288, 1381, 413, 1403]
dateline: By Telegraph—Press Association. WELLINGTON, November 18. [294, 1103, 408, 1137]
paragraph: At the instance of the Government tourist agency a large number of Sydney business men and residents were given a private view of cinematograph films depicting the wonderland of New Zealand, views of the fiords and Maori life. [563, 613, 688, 715]
headline-supreme-court: WELLINGTON SUPREME COURT. [302, 723, 399, 749]
paragraph: A quiet wedding was celebrated at Carterton on Wednesday, the contracting parties being Mr Douglas Roy Bailey, sixth son of Mr W. L. Bailey, a well known Taratai settler, and Miss Jessie Mabel Cameron, eighth daughter of Mrs C. Cameron, Rangitikei Line. The ceremony was performed by the Rev. Father Bowe, only relatives being present, owing to the recent serious illness of the bride's mother. [14, 1171, 139, 1341]
divider [426, 352, 550, 354]
advertisement: Do not apply an ointment to a sore! It keeps back the secretion. To wounds, bruises, sprains, burns, ulcers, sores, eczema and other troubles APPLY SANDER'S EXTRACT—15 drops in a tablespoon of olive oil. The effect will surprise you. SANDER'S EXTRACT HEALS, because it is freed from the irritating constituents contained in other Eucalyptus preparations. It heals when others irritate. [151, 1867, 276, 1967]
subhead: BEQUESTS FOR CHURCH PURPOSES. [569, 337, 681, 359]
divider [469, 116, 506, 117]
subhead: COAST AND COMMERCE MUST BE PROTECTED. [707, 117, 818, 138]
headline-if-you-have: IF YOU HAVE [183, 1708, 243, 1719]
paragraph: The taking of evidence had been finished the previous night, and it only remained for the jury to hear counsel's addresses and his Honour's summing up. [974, 238, 1100, 295]
wire-credit: United Press Association—By Electric Telegraph Copyright. [706, 173, 818, 190]
divider [332, 429, 369, 430]
divider [469, 136, 506, 137]
paragraph: to church, viz., diffidence, independence, ignorance of the church and her history. The first two he considered could be remedied by personal influence and steady example. Friendliness should be encouraged and the abolition of seat rents would greatly help to this end. The ignorance that exists about the church, nor teaching and usefulness, is partly due to the conditions under which we live. In overcoming this the C.E.M.S. might prove very helpful. [837, 54, 962, 236]
subhead: GAS TO BE PUMPED INTO PITS. [567, 1084, 683, 1106]
divider [195, 496, 232, 497]
paragraph: Rev. R. Young (Carterton) said that God never meant that there should be grinding poverty, drudgery and ignorance. With regard to every reform that deals with these evils the Church should lead the way. [837, 1726, 962, 1805]
paragraph: Regarding the theoretical grievance, added the Colonial Secretary, he thought his Majesty's subjects ought to have free access to all his dominions. Signs of a movement in that direction in the dominions were not apparent, but there rather seemed to be a hardening in the other direction. He hoped that the South African Union Parliament would take a broad view of the matter. [425, 837, 550, 985]
advertisement: The most common cause of constipation is a lack of exercise necessary to keep the muscles of the bowels active. That is why constipation is often brought on by the frequent use of purgatives. They act violently performing the work of the bowels for them, and so weaken them that they will not act without assistance. Chamberlain's Tablets will cure constipation because instead of doing the work of the bowels they strengthen them to a natural action. These tablets will not injure the most delicate person. Sold by all chemists and storekeepers. [837, 1903, 962, 2039]
headline-anglican-church: ANGLICAN CHURCH. [706, 591, 819, 604]
paragraph: The arbitration treaty between Britain and Portugal has been renewed for five years. [425, 486, 550, 520]
headline-charm-of-music: THE CHARM OF MUSIC [24, 1986, 128, 1997]
paragraph: Those interested in the business of poultry culture are invited to attend the lecture to be given to-night in the Dominion Hall by Mr J. B. Merrett, editor of the "New Zealand Poultry Journal," and an enthusiast in poultry matters. His visit should prove beneficial to fanciers. [14, 551, 139, 653]
paragraph: Deceased bequeathed his lands in Queensland to church purposes; also £500 to Brisbane Cathedral, £500 to Church endowment funds in Brisbane, and £100 to the New Guinea mission. [563, 455, 688, 534]
paragraph: The next speaker, Mr J. W. Blackman, pointed out three barriers which prevented men from coming [700, 1999, 825, 2044]
divider [606, 804, 643, 805]
subhead: ENTERTAINED AT THE GUILDHALL. [438, 437, 538, 459]
paragraph: Messrs McGruer and Co., who have purchased the drapery business of Mr H. A. Wacoll, are now in possession, and are prepared to supply the wants of customers. Messrs McGruer and Co., are extensive purchasers in the leading markets of the world and consequently are in a position to supply new and up-to-date high-class goods at lowest prices in addition to Mr Wacoll's premises the firm have secured the shop formerly occupied by Mr Petersen, which will be entirely devoted to the men's clothing and mercery department. Particulars of prices of a few leading lines are set out in an inset circulated with this issue, which will repay perusal. [14, 655, 139, 894]
divider [563, 540, 687, 542]
headline-let-it-be-known: LET IT BE KNOWN [584, 1393, 667, 1404]
paragraph: Prisoner and his guards took up their positions in the dock, and his Honor then resumed his seat on the Bench amid dead silence. [974, 1235, 1100, 1291]
divider [563, 1022, 687, 1024]
wire-credit: United Press Association—By Electric Telegraph Copyright. [432, 166, 544, 183]
headline-lack-of-energy: LACK OF ENERGY [584, 1770, 666, 1781]
subhead: LORDS AND THE COMMONS. [176, 117, 251, 138]
subhead: REPORTED CONNECTION WITH AUSTRALIA. [431, 1170, 545, 1192]
paragraph: Unprecedented scenes are being witnessed in the Cape Assembly during the debate on light wine licenses. [563, 878, 688, 923]
paragraph: Rev. W. Raine pointed out that Christ did not propound a social scheme—He spoke to the individual. Societies was not to reform the individual, but the individual to reform society. It was not stable that the Master's friends and followers were drawn from all classes, (Christ) as well as poor. Like the former speaker, he insisted that riches were entrusted us and that under certain conditions they should be surrendered. If they interfered with the right development of character they should be abandoned. It was stated that in Great Britain a third of the income went to a thirtieth of the people. In the United States the inequality was greater. Amongst us there were the superabundantly rich who had everything they desired and also the poor who could not even buy the necessities of life. Inequality in itself was not evil; it was a mark of social progress. But such extreme inequality was a mark of social disorder and ought to be rectified. [837, 970, 962, 1323]
advertisement: A Cough, Cold, Nose, Throat or Lung Trouble, Stomach, Bowel or Liver Complaint, Rheumatism, Neuralgia. USE SANDER'S EUCALYPTI EXTRACT; 5 drops in a tablespoon water. Be careful, you cannot expect the good effects from any sort of Eucalyptus. SANDER'S EXTRACT CURES because it contains ethereal and antiseptic substances not contained in other Eucalyptus products. These latter, made by persons ignorant in chemistry, and provided with fancy names and labels by trading concerns who do not know what they contain, have caused grievous harm, and a death has resulted from their use. [151, 1722, 276, 1867]
paragraph: Rahim Pasha, in command of the tribesmen who captured Ardebil and held it on behalf of the deposed Shah, has now quitted the town, which is temporarily protected by the Russians. [425, 1429, 550, 1508]
paragraph: Mr Holtz said that to acquire riches was difficult, but not impossible, and to acquire riches without violating the principles of Christianity was more difficult, but even that was not impossible. It was not easy to find a test for the golden rule "to do unto others as you would be done by" which was easily evaded. It being difficult to put one's self in another's place. Wealth chiefly comes through three sources—(1) the soil, (2) industry, (3) commerce. With regard to the first a man must not acquire land which he does not intend to use. With regard to the second source the employer must guard against employees living in squalid and miserable lives—they should copy the example of Cadbury and Lever. With regard to the third source speculation in the necessities of life, corners and trusts in food stuffs were hardly Christian. He insisted not only on the duty of using wealth to the best advantage but of seeking such opportunities to do so. [837, 1325, 962, 1678]
paragraph: The trial of Arthur John Wilson Roberts for the murder of Alice Edith Newman was continued in the Supreme Court to-day before Mr Justice Dennistoun. [974, 169, 1100, 237]
paragraph: Messrs Abraham and Williams, Ltd, advertise special entries for their stock sale at Pahiatua on Tuesday next. [563, 1346, 688, 1391]
paragraph: At the Minister's instance clause 81, providing for hospitals being transferred to another local authority in cases where boundaries are altered was superseded by another which allows the Governor to combine two or more local authorities to constitute one board for a district. [288, 1612, 413, 1725]
paragraph: The jury retired to consider their verdict at 12.25, and at 1.42 p.m. the jury filed into the Court, their serious faces giving a clue to their verdict. [974, 1176, 1100, 1233]
divider [151, 914, 275, 916]
subhead: ROBERTS SENTENCED TO DEATH. [980, 109, 1095, 130]
paragraph: The Bishop thought that men were not made sufficiently welcome when they came to church. They heard of a Father in Heaven and they did not always find brothers on earth. [837, 237, 962, 305]
divider [195, 143, 232, 144]
subhead: AN OBJECT LESSON. [304, 161, 397, 171]
paragraph: Other newspapers comment on the manifesto on party lines. [151, 362, 276, 384]
subhead: DECISION OF EXPERTS. [572, 1064, 678, 1075]
paragraph: The foreman handed in written replies to the issues which had been stated by his Honor. [974, 1339, 1100, 1373]
subhead: RELIEF FUND OPENED. [573, 148, 677, 158]
column-1 [8, 54, 145, 2207]
paragraph: Relatives of the entombed men are frantically seeking to prevent the resealing of the mine, which has been ordered by the mine authorities after the gas has been pumped in. [563, 1202, 688, 1270]
